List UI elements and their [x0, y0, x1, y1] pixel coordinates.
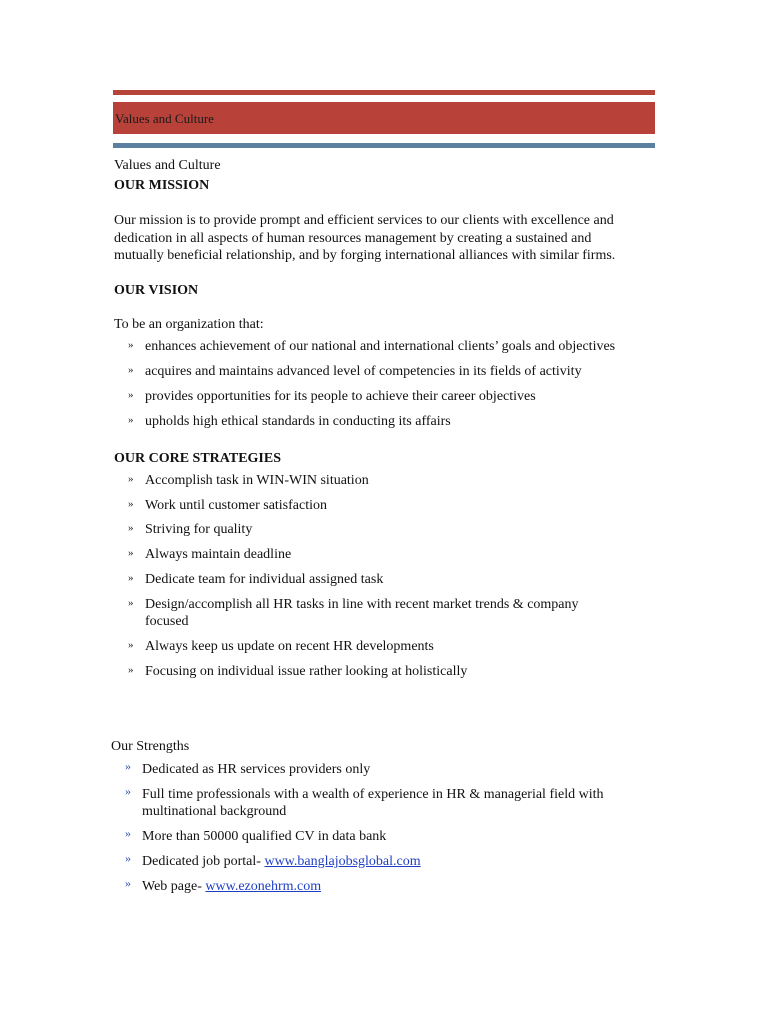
web-page-label: Web page-: [142, 879, 206, 894]
mission-heading: OUR MISSION: [114, 178, 210, 193]
vision-intro: To be an organization that:: [114, 317, 264, 332]
strategy-item: Striving for quality: [145, 522, 253, 537]
strength-item-continued: multinational background: [142, 804, 287, 819]
strategy-item: Always maintain deadline: [145, 547, 292, 562]
bullet-icon: »: [125, 759, 131, 773]
strength-item-job-portal: [142, 853, 421, 870]
bullet-icon: »: [128, 364, 134, 376]
strategy-item: Dedicate team for individual assigned task: [145, 572, 384, 587]
vision-heading: OUR VISION: [114, 283, 199, 298]
strategy-item: Design/accomplish all HR tasks in line with recent market trends & company: [145, 597, 579, 612]
bullet-icon: »: [128, 547, 134, 559]
strategies-heading: OUR CORE STRATEGIES: [114, 451, 282, 466]
bullet-icon: »: [128, 639, 134, 651]
bullet-icon: »: [128, 522, 134, 534]
strategy-item-continued: focused: [145, 614, 189, 629]
vision-item: provides opportunities for its people to achieve their career objectives: [145, 389, 536, 404]
strategy-item: Work until customer satisfaction: [145, 498, 327, 513]
bullet-icon: »: [128, 498, 134, 510]
bullet-icon: »: [128, 414, 134, 426]
bottom-blue-rule: [113, 143, 655, 148]
job-portal-link[interactable]: www.banglajobsglobal.com: [264, 854, 421, 869]
strategy-item: Focusing on individual issue rather looking at holistically: [145, 664, 468, 679]
strength-item-web-page: [142, 878, 321, 895]
job-portal-label: Dedicated job portal-: [142, 854, 265, 869]
strength-item: Dedicated as HR services providers only: [142, 762, 371, 777]
vision-item: upholds high ethical standards in conducting its affairs: [145, 414, 451, 429]
bullet-icon: »: [128, 339, 134, 351]
bullet-icon: »: [125, 851, 131, 865]
vision-item: enhances achievement of our national and international clients’ goals and objectives: [145, 339, 616, 354]
bullet-icon: »: [125, 876, 131, 890]
bullet-icon: »: [128, 664, 134, 676]
bullet-icon: »: [128, 473, 134, 485]
strength-item: Full time professionals with a wealth of experience in HR & managerial field with: [142, 787, 604, 802]
bullet-icon: »: [128, 572, 134, 584]
strengths-heading: Our Strengths: [111, 739, 190, 754]
section-subtitle: Values and Culture: [114, 158, 221, 173]
strategy-item: Always keep us update on recent HR developments: [145, 639, 434, 654]
top-red-rule: [113, 90, 655, 95]
mission-line: Our mission is to provide prompt and efficient services to our clients with excellence and: [114, 213, 614, 228]
vision-item: acquires and maintains advanced level of competencies in its fields of activity: [145, 364, 582, 379]
mission-line: mutually beneficial relationship, and by forging international alliances with similar firms.: [114, 248, 616, 263]
bullet-icon: »: [128, 597, 134, 609]
bullet-icon: »: [125, 826, 131, 840]
mission-line: dedication in all aspects of human resources management by creating a sustained and: [114, 230, 592, 246]
banner-title: Values and Culture: [115, 111, 214, 126]
strength-item: More than 50000 qualified CV in data bank: [142, 829, 387, 844]
mission-paragraph: [114, 212, 654, 265]
bullet-icon: »: [128, 389, 134, 401]
strategy-item: Accomplish task in WIN-WIN situation: [145, 473, 369, 488]
bullet-icon: »: [125, 784, 131, 798]
title-banner: [113, 102, 655, 134]
web-page-link[interactable]: www.ezonehrm.com: [205, 879, 322, 894]
